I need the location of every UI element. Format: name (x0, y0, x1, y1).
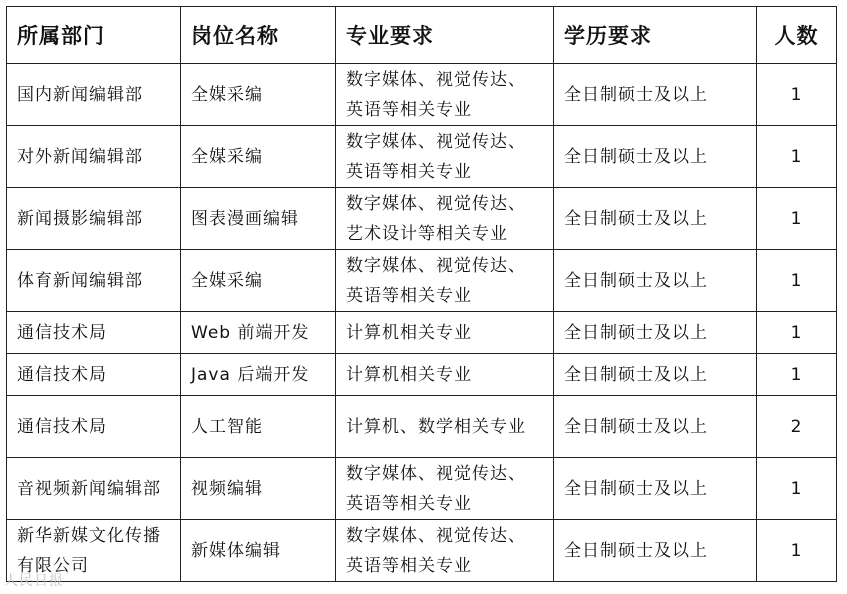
cell-department: 通信技术局 (7, 354, 181, 396)
cell-department: 体育新闻编辑部 (7, 250, 181, 312)
cell-major: 计算机相关专业 (336, 354, 554, 396)
cell-major: 数字媒体、视觉传达、英语等相关专业 (336, 126, 554, 188)
cell-position: 人工智能 (181, 396, 336, 458)
header-count: 人数 (757, 7, 837, 64)
cell-degree: 全日制硕士及以上 (554, 458, 757, 520)
cell-position: 全媒采编 (181, 126, 336, 188)
cell-degree: 全日制硕士及以上 (554, 250, 757, 312)
recruitment-table-frame (6, 6, 837, 582)
cell-count: 1 (757, 354, 837, 396)
cell-major: 数字媒体、视觉传达、艺术设计等相关专业 (336, 188, 554, 250)
cell-degree: 全日制硕士及以上 (554, 312, 757, 354)
cell-department: 音视频新闻编辑部 (7, 458, 181, 520)
header-position: 岗位名称 (181, 7, 336, 64)
cell-department: 对外新闻编辑部 (7, 126, 181, 188)
cell-major: 数字媒体、视觉传达、英语等相关专业 (336, 520, 554, 582)
cell-count: 2 (757, 396, 837, 458)
table-row (7, 458, 837, 520)
table-row (7, 396, 837, 458)
watermark-text: 人民日报 (4, 573, 64, 589)
cell-position: 图表漫画编辑 (181, 188, 336, 250)
table-row (7, 188, 837, 250)
table-row (7, 520, 837, 582)
cell-department: 国内新闻编辑部 (7, 64, 181, 126)
table-row (7, 250, 837, 312)
cell-major: 数字媒体、视觉传达、英语等相关专业 (336, 458, 554, 520)
cell-position: 新媒体编辑 (181, 520, 336, 582)
cell-count: 1 (757, 520, 837, 582)
cell-position: Java 后端开发 (181, 354, 336, 396)
header-degree: 学历要求 (554, 7, 757, 64)
cell-department: 新华新媒文化传播有限公司 (7, 520, 181, 582)
cell-major: 数字媒体、视觉传达、英语等相关专业 (336, 64, 554, 126)
cell-department: 通信技术局 (7, 396, 181, 458)
cell-count: 1 (757, 64, 837, 126)
table-header-row (7, 7, 837, 64)
cell-degree: 全日制硕士及以上 (554, 64, 757, 126)
cell-count: 1 (757, 458, 837, 520)
cell-department: 通信技术局 (7, 312, 181, 354)
recruitment-table (6, 6, 837, 582)
cell-major: 数字媒体、视觉传达、英语等相关专业 (336, 250, 554, 312)
cell-count: 1 (757, 126, 837, 188)
header-department: 所属部门 (7, 7, 181, 64)
cell-count: 1 (757, 250, 837, 312)
table-row (7, 312, 837, 354)
cell-count: 1 (757, 188, 837, 250)
cell-major: 计算机相关专业 (336, 312, 554, 354)
table-row (7, 126, 837, 188)
cell-major: 计算机、数学相关专业 (336, 396, 554, 458)
table-row (7, 354, 837, 396)
cell-position: 全媒采编 (181, 64, 336, 126)
cell-position: Web 前端开发 (181, 312, 336, 354)
table-row (7, 64, 837, 126)
cell-position: 全媒采编 (181, 250, 336, 312)
cell-degree: 全日制硕士及以上 (554, 354, 757, 396)
cell-degree: 全日制硕士及以上 (554, 126, 757, 188)
cell-degree: 全日制硕士及以上 (554, 396, 757, 458)
cell-degree: 全日制硕士及以上 (554, 520, 757, 582)
header-major: 专业要求 (336, 7, 554, 64)
cell-department: 新闻摄影编辑部 (7, 188, 181, 250)
cell-degree: 全日制硕士及以上 (554, 188, 757, 250)
cell-position: 视频编辑 (181, 458, 336, 520)
cell-count: 1 (757, 312, 837, 354)
